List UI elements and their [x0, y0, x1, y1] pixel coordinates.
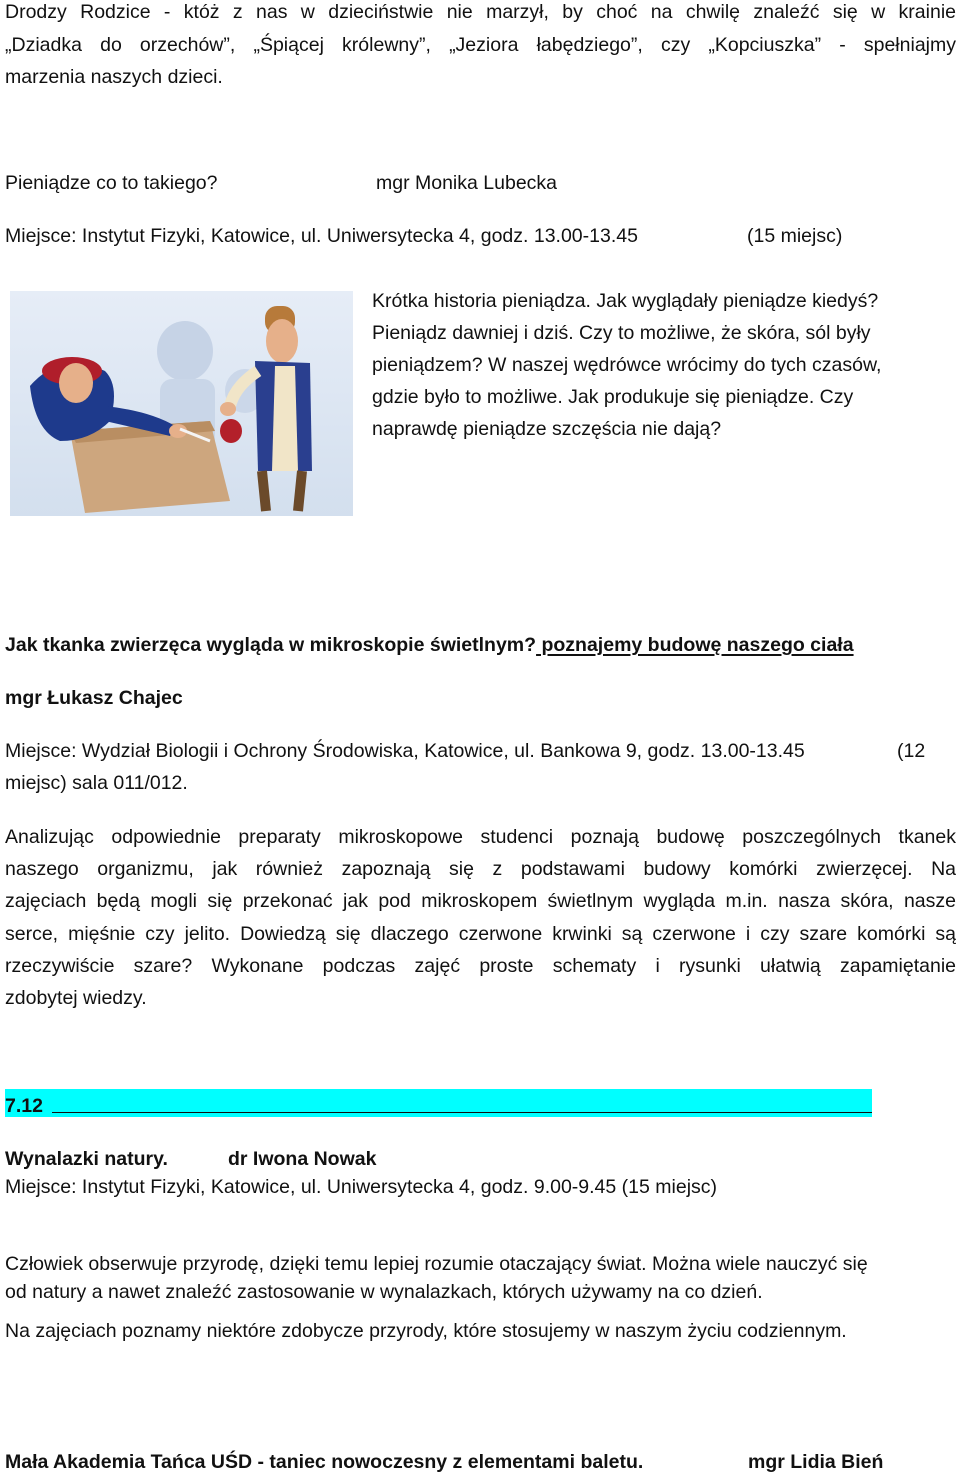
section-number: 7.12: [5, 1095, 43, 1117]
tissue-title-part1: Jak tkanka zwierzęca wygląda w mikroskopie świetlnym?: [5, 634, 537, 656]
intro-line-2: „Dziadka do orzechów”, „Śpiącej królewny”, „Jeziora łabędziego”, czy „Kopciuszka” - spełniajmy: [5, 34, 956, 56]
nature-desc-line: Na zajęciach poznamy niektóre zdobycze przyrody, które stosujemy w naszym życiu codziennym.: [5, 1320, 847, 1342]
money-place: Miejsce: Instytut Fizyki, Katowice, ul. Uniwersytecka 4, godz. 13.00-13.45: [5, 225, 638, 247]
tissue-desc-line: zajęciach będą mogli się przekonać jak pod mikroskopem świetlnym wygląda m.in. nasza skóra, nasze: [5, 890, 956, 912]
money-teacher: mgr Monika Lubecka: [376, 172, 558, 194]
tissue-teacher: mgr Łukasz Chajec: [5, 687, 183, 709]
money-desc-line: naprawdę pieniądze szczęścia nie dają?: [372, 418, 722, 440]
tissue-place-line-1: Miejsce: Wydział Biologii i Ochrony Środowiska, Katowice, ul. Bankowa 9, godz. 13.00-13.45: [5, 740, 805, 762]
tissue-place-seats: (12: [897, 740, 926, 762]
dance-title: Mała Akademia Tańca UŚD - taniec nowoczesny z elementami baletu.: [5, 1451, 644, 1473]
money-desc-line: Krótka historia pieniądza. Jak wyglądały pieniądze kiedyś?: [372, 290, 879, 312]
medieval-merchants-illustration: [10, 291, 353, 516]
tissue-desc-line: rzeczywiście szare? Wykonane podczas zajęć proste schematy i rysunki ułatwią zapamiętanie: [5, 955, 956, 977]
tissue-place-line-2: miejsc) sala 011/012.: [5, 772, 188, 794]
section-underline: [52, 1112, 872, 1113]
money-seats: (15 miejsc): [747, 225, 843, 247]
tissue-title-part2: poznajemy budowę naszego ciała: [536, 634, 854, 656]
tissue-desc-line: zdobytej wiedzy.: [5, 987, 147, 1009]
money-desc-line: pieniądzem? W naszej wędrówce wrócimy do tych czasów,: [372, 354, 882, 376]
intro-line-1: Drodzy Rodzice - któż z nas w dzieciństwie nie marzył, by choć na chwilę znaleźć się w krainie: [5, 1, 956, 23]
money-title: Pieniądze co to takiego?: [5, 172, 218, 194]
intro-line-3: marzenia naszych dzieci.: [5, 66, 223, 88]
tissue-title: [5, 632, 854, 658]
tissue-desc-line: serce, mięśnie czy jelito. Dowiedzą się dlaczego czerwone krwinki są czerwone i czy szare komórki są: [5, 923, 956, 945]
nature-desc-line: od natury a nawet znaleźć zastosowanie w wynalazkach, których używamy na co dzień.: [5, 1281, 763, 1303]
nature-teacher: dr Iwona Nowak: [228, 1148, 377, 1170]
nature-desc-line: Człowiek obserwuje przyrodę, dzięki temu lepiej rozumie otaczający świat. Można wiele nauczyć się: [5, 1253, 868, 1275]
dance-teacher: mgr Lidia Bień: [748, 1451, 884, 1473]
money-desc-line: gdzie było to możliwe. Jak produkuje się pieniądze. Czy: [372, 386, 854, 408]
nature-place: Miejsce: Instytut Fizyki, Katowice, ul. Uniwersytecka 4, godz. 9.00-9.45 (15 miejsc): [5, 1176, 718, 1198]
tissue-desc-line: naszego organizmu, jak również zapoznają się z podstawami budowy komórki zwierzęcej. Na: [5, 858, 956, 880]
money-desc-line: Pieniądz dawniej i dziś. Czy to możliwe, że skóra, sól były: [372, 322, 871, 344]
tissue-desc-line: Analizując odpowiednie preparaty mikroskopowe studenci poznają budowę poszczególnych tkanek: [5, 826, 956, 848]
nature-title: Wynalazki natury.: [5, 1148, 168, 1170]
